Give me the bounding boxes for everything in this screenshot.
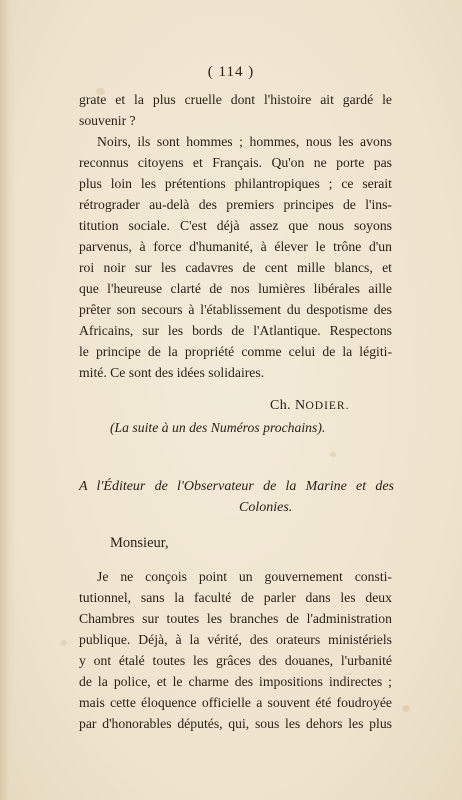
text-line: de la police, et le charme des impositions indirectes ; bbox=[79, 674, 392, 689]
text-line: Africains, sur les bords de l'Atlantique. Respectons bbox=[79, 323, 392, 338]
foxing-spot bbox=[330, 452, 336, 457]
page-number: ( 114 ) bbox=[207, 64, 255, 80]
text-line: Je ne conçois point un gouvernement consti- bbox=[97, 569, 392, 584]
signature-initials: Ch. N bbox=[270, 398, 306, 413]
letter-heading-line: A l'Éditeur de l'Observateur de la Marine et des bbox=[79, 479, 394, 494]
text-line: publique. Déjà, à la vérité, des orateurs ministériels bbox=[79, 632, 392, 647]
text-line: tutionnel, sans la faculté de parler dans les deux bbox=[79, 590, 392, 605]
text-line: reconnus citoyens et Français. Qu'on ne porte pas bbox=[79, 155, 392, 170]
text-line: prêter son secours à l'établissement du despotisme des bbox=[79, 302, 392, 317]
text-line: roi noir sur les cadavres de cent mille blancs, et bbox=[79, 260, 392, 275]
foxing-spot bbox=[402, 705, 410, 712]
text-line: souvenir ? bbox=[79, 113, 136, 128]
letter-heading-line: Colonies. bbox=[239, 500, 293, 515]
letter-heading bbox=[79, 476, 394, 518]
author-signature bbox=[270, 398, 349, 414]
paragraph-continued bbox=[79, 89, 392, 131]
text-line: Noirs, ils sont hommes ; hommes, nous les avons bbox=[97, 134, 392, 149]
paragraph-letter-body bbox=[79, 566, 392, 734]
text-line: mais cette éloquence officielle a souvent été foudroyée bbox=[79, 695, 392, 710]
paragraph-noirs bbox=[79, 131, 392, 383]
text-line: que l'heureuse clarté de nos lumières libérales aille bbox=[79, 281, 392, 296]
text-line: parvenus, à force d'humanité, à élever le trône d'un bbox=[79, 239, 392, 254]
text-line: Chambres sur toutes les branches de l'administration bbox=[79, 611, 392, 626]
text-line: rétrograder au-delà des premiers principes de l'ins- bbox=[79, 197, 392, 212]
text-line: titution sociale. C'est déjà assez que nous soyons bbox=[79, 218, 392, 233]
signature-surname: ODIER. bbox=[305, 400, 350, 412]
text-line: y ont étalé toutes les grâces des douanes, l'urbanité bbox=[79, 653, 392, 668]
letter-salutation: Monsieur, bbox=[110, 535, 169, 551]
text-line: le principe de la propriété comme celui de la légiti- bbox=[79, 344, 392, 359]
foxing-spot bbox=[60, 640, 67, 646]
continuation-note: (La suite à un des Numéros prochains). bbox=[110, 420, 326, 435]
text-line: grate et la plus cruelle dont l'histoire ait gardé le bbox=[79, 92, 392, 107]
text-line: plus loin les prétentions philantropiques ; ce serait bbox=[79, 176, 392, 191]
text-line: mité. Ce sont des idées solidaires. bbox=[79, 365, 265, 380]
page-gutter-shadow bbox=[0, 0, 16, 800]
text-line: par d'honorables députés, qui, sous les dehors les plus bbox=[79, 716, 392, 731]
